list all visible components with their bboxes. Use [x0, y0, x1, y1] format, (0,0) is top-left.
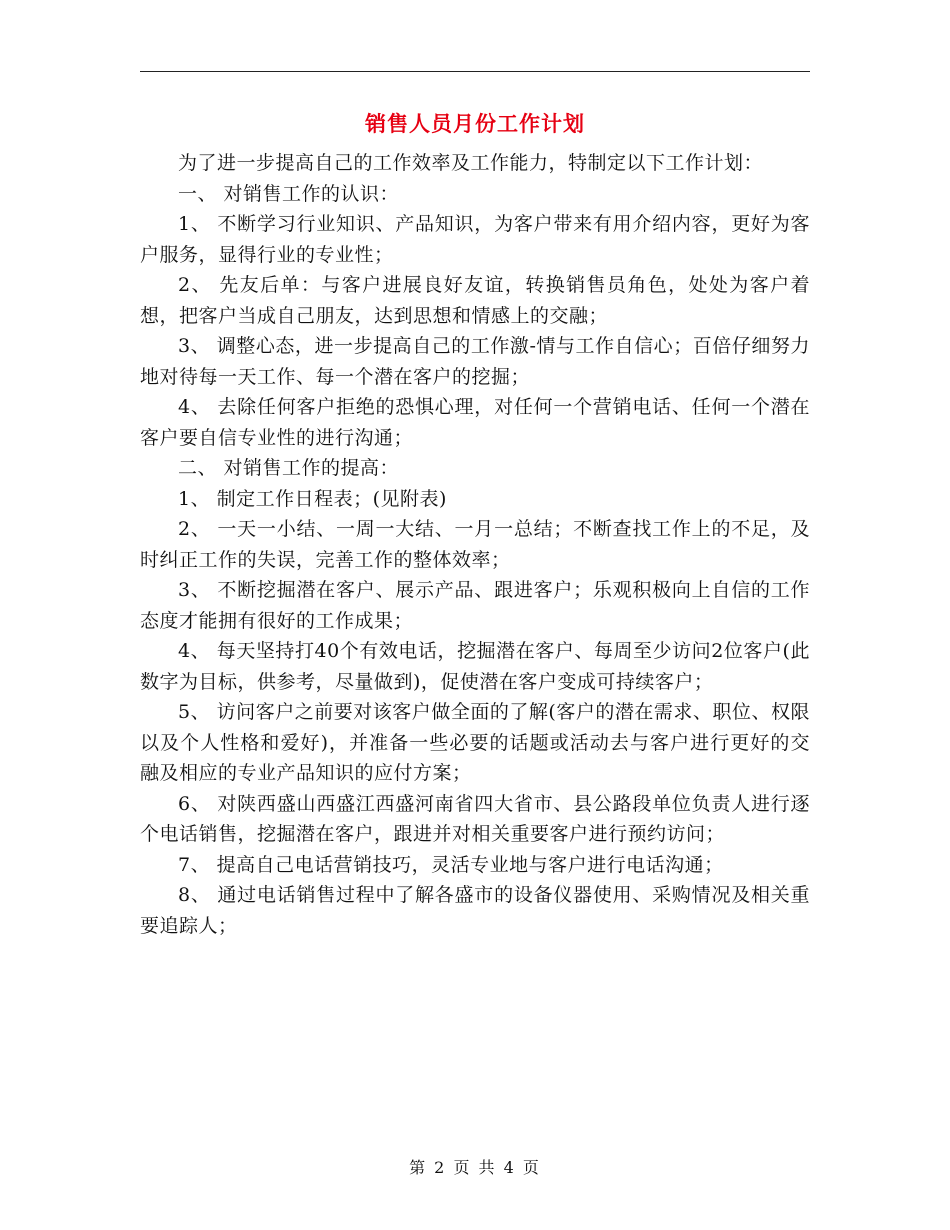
- list-item: 4、 每天坚持打40个有效电话，挖掘潜在客户、每周至少访问2位客户(此数字为目标，供参考，尽量做到)，促使潜在客户变成可持续客户；: [140, 640, 810, 693]
- list-item: 2、 先友后单：与客户进展良好友谊，转换销售员角色，处处为客户着想，把客户当成自己朋友，达到思想和情感上的交融；: [140, 274, 810, 327]
- document-title: 销售人员月份工作计划: [365, 112, 585, 136]
- list-item: 6、 对陕西盛山西盛江西盛河南省四大省市、县公路段单位负责人进行逐个电话销售，挖掘潜在客户，跟进并对相关重要客户进行预约访问；: [140, 792, 810, 845]
- list-item: 7、 提高自己电话营销技巧，灵活专业地与客户进行电话沟通；: [178, 853, 724, 876]
- list-item: 1、 不断学习行业知识、产品知识，为客户带来有用介绍内容，更好为客户服务，显得行业的专业性；: [140, 213, 810, 266]
- list-item: 3、 调整心态，进一步提高自己的工作激-情与工作自信心；百倍仔细努力地对待每一天工作、每一个潜在客户的挖掘；: [140, 335, 810, 388]
- list-item: 2、 一天一小结、一周一大结、一月一总结；不断查找工作上的不足，及时纠正工作的失误，完善工作的整体效率；: [140, 518, 810, 571]
- section-heading-1: 一、 对销售工作的认识：: [178, 182, 400, 205]
- list-item: 4、 去除任何客户拒绝的恐惧心理，对任何一个营销电话、任何一个潜在客户要自信专业性的进行沟通；: [140, 396, 810, 449]
- page-number: 第 2 页 共 4 页: [409, 1158, 541, 1177]
- list-item: 5、 访问客户之前要对该客户做全面的了解(客户的潜在需求、职位、权限以及个人性格和爱好)，并准备一些必要的话题或活动去与客户进行更好的交融及相应的专业产品知识的应付方案；: [140, 701, 810, 784]
- intro-paragraph: 为了进一步提高自己的工作效率及工作能力，特制定以下工作计划：: [178, 152, 764, 174]
- list-item: 3、 不断挖掘潜在客户、展示产品、跟进客户；乐观积极向上自信的工作态度才能拥有很好的工作成果；: [140, 579, 810, 632]
- header-rule: [140, 71, 810, 72]
- section-heading-2: 二、 对销售工作的提高：: [178, 457, 400, 479]
- list-item: 8、 通过电话销售过程中了解各盛市的设备仪器使用、采购情况及相关重要追踪人；: [140, 884, 810, 937]
- list-item: 1、 制定工作日程表；(见附表): [178, 487, 447, 510]
- document-body: [140, 148, 810, 941]
